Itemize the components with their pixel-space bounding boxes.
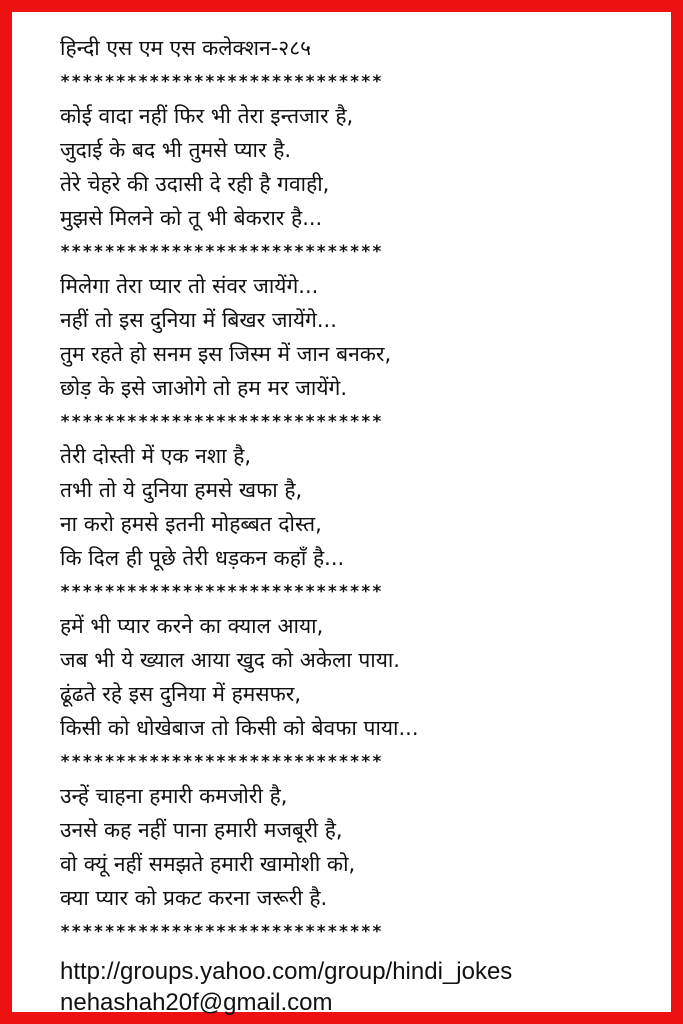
separator-0: ***************************** — [60, 72, 383, 92]
stanza-line: किसी को धोखेबाज तो किसी को बेवफा पाया... — [60, 716, 419, 740]
stanza-line: तेरे चेहरे की उदासी दे रही है गवाही, — [60, 172, 330, 196]
stanza-4 — [60, 609, 660, 745]
stanza-line: ढूंढते रहे इस दुनिया में हमसफर, — [60, 682, 302, 706]
separator-2: ***************************** — [60, 412, 383, 432]
separator-1: ***************************** — [60, 242, 383, 262]
separator-3: ***************************** — [60, 582, 383, 602]
contact-email-link[interactable]: nehashah20f@gmail.com — [60, 989, 333, 1016]
stanza-line: ना करो हमसे इतनी मोहब्बत दोस्त, — [60, 512, 322, 536]
stanza-line: जुदाई के बद भी तुमसे प्यार है. — [60, 138, 292, 162]
stanza-line: मुझसे मिलने को तू भी बेकरार है... — [60, 206, 323, 230]
stanza-line: छोड़ के इसे जाओगे तो हम मर जायेंगे. — [60, 376, 348, 400]
stanza-5 — [60, 779, 660, 915]
stanza-line: हमें भी प्यार करने का क्याल आया, — [60, 614, 324, 638]
page-title: हिन्दी एस एम एस कलेक्शन-२८५ — [60, 36, 312, 60]
stanza-line: वो क्यूं नहीं समझते हमारी खामोशी को, — [60, 852, 356, 876]
stanza-line: उनसे कह नहीं पाना हमारी मजबूरी है, — [60, 818, 343, 842]
separator-4: ***************************** — [60, 752, 383, 772]
group-url-link[interactable]: http://groups.yahoo.com/group/hindi_jokes — [60, 958, 513, 985]
stanza-line: उन्हें चाहना हमारी कमजोरी है, — [60, 784, 288, 808]
stanza-line: कि दिल ही पूछे तेरी धड़कन कहाँ है... — [60, 546, 345, 570]
stanza-line: मिलेगा तेरा प्यार तो संवर जायेंगे... — [60, 274, 319, 298]
stanza-2 — [60, 269, 660, 405]
stanza-line: तेरी दोस्ती में एक नशा है, — [60, 444, 252, 468]
stanza-line: जब भी ये ख्याल आया खुद को अकेला पाया. — [60, 648, 400, 672]
stanza-line: नहीं तो इस दुनिया में बिखर जायेंगे... — [60, 308, 337, 332]
stanza-line: तभी तो ये दुनिया हमसे खफा है, — [60, 478, 303, 502]
stanza-line: तुम रहते हो सनम इस जिस्म में जान बनकर, — [60, 342, 392, 366]
separator-5: ***************************** — [60, 922, 383, 942]
stanza-3 — [60, 439, 660, 575]
sms-collection-content — [60, 32, 660, 949]
footer — [60, 956, 512, 1018]
stanza-line: क्या प्यार को प्रकट करना जरूरी है. — [60, 886, 328, 910]
stanza-1 — [60, 99, 660, 235]
stanza-line: कोई वादा नहीं फिर भी तेरा इन्तजार है, — [60, 104, 354, 128]
